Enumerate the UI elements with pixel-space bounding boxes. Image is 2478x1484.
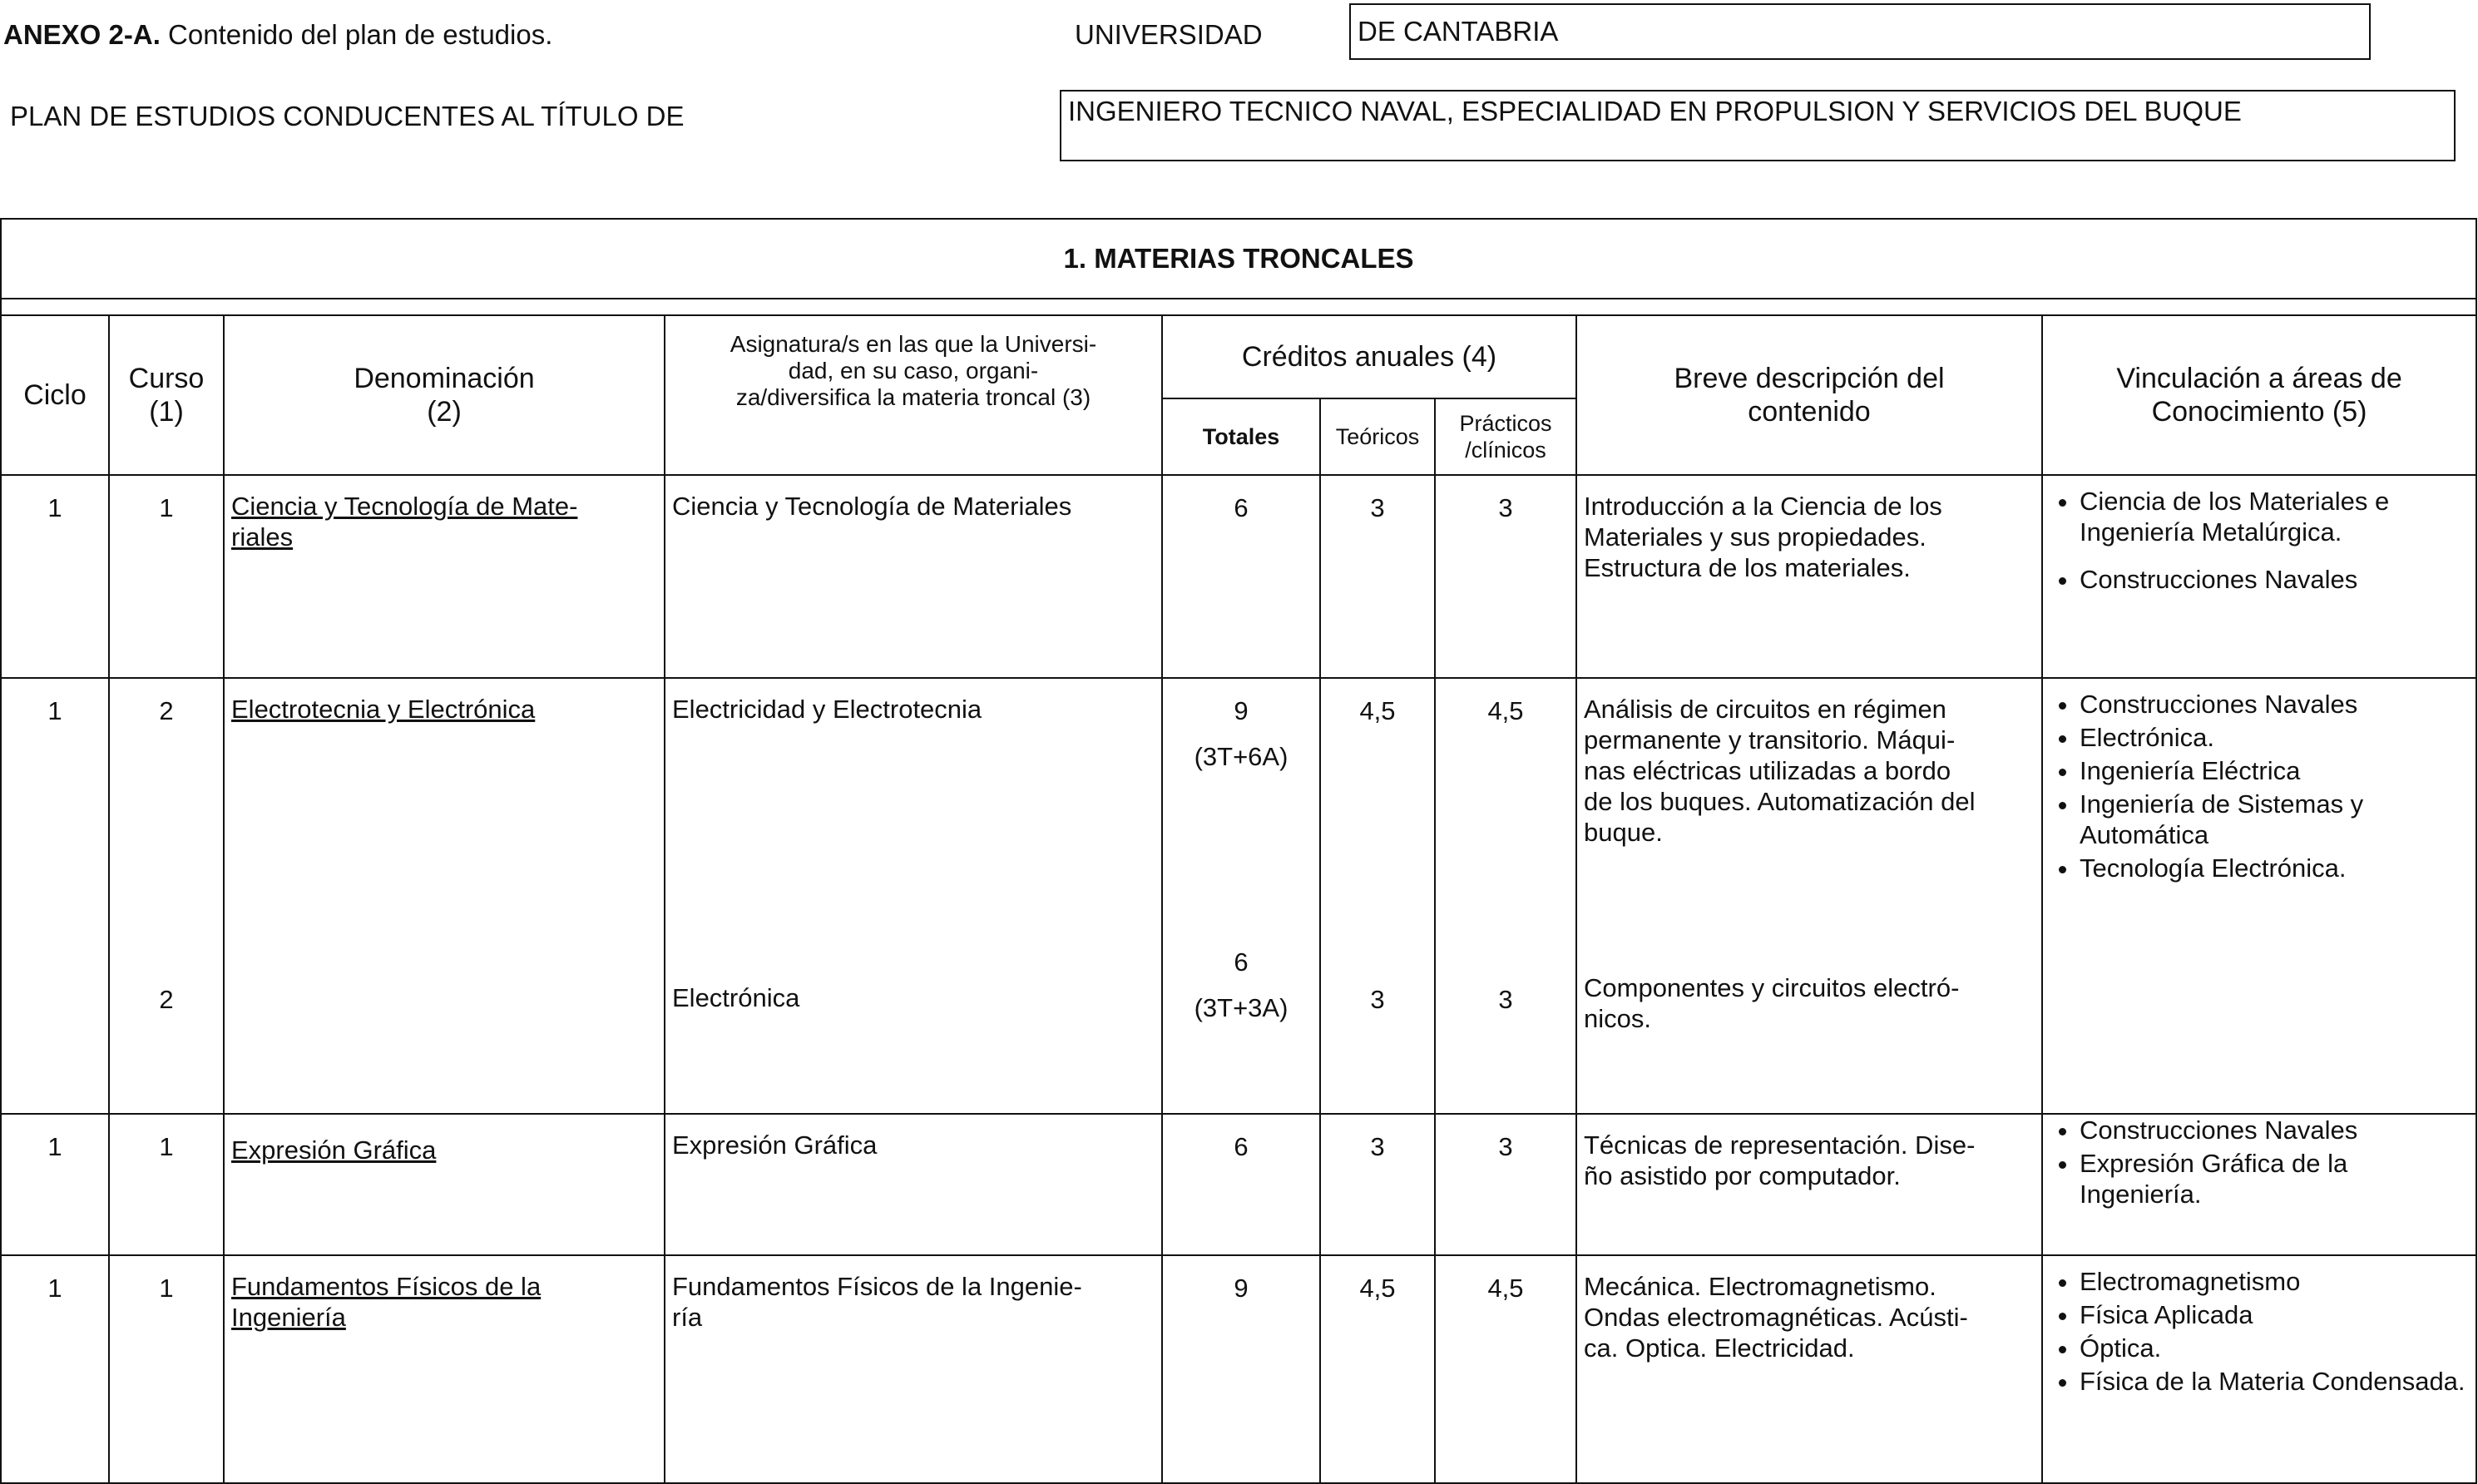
col-totales: Totales — [1162, 398, 1320, 475]
denominacion-value: Ciencia y Tecnología de Mate- riales — [224, 475, 665, 678]
practicos-value: 3 — [1435, 475, 1576, 678]
denominacion-value: Fundamentos Físicos de la Ingeniería — [224, 1255, 665, 1483]
list-item: • Ingeniería Eléctrica — [2080, 755, 2472, 786]
list-item: • Construcciones Navales — [2080, 1115, 2472, 1145]
practicos-value: 4,5 — [1435, 1255, 1576, 1483]
table-row — [1, 1114, 2476, 1255]
teoricos-value: 3 — [1320, 475, 1435, 678]
list-item: • Construcciones Navales — [2080, 564, 2472, 595]
curso-value: 1 — [109, 1255, 224, 1483]
descripcion-value: Mecánica. Electromagnetismo. Ondas electromagnéticas. Acústi- ca. Optica. Electricidad. — [1576, 1255, 2042, 1483]
asignatura-value: Expresión Gráfica — [665, 1114, 1162, 1255]
plan-label: PLAN DE ESTUDIOS CONDUCENTES AL TÍTULO DE — [10, 101, 685, 131]
denominacion-value: Expresión Gráfica — [224, 1114, 665, 1255]
table-row — [1, 475, 2476, 678]
list-item: • Física Aplicada — [2080, 1299, 2472, 1330]
list-item: • Construcciones Navales — [2080, 689, 2472, 720]
areas-value — [2042, 678, 2476, 1114]
col-descripcion: Breve descripción del contenido — [1576, 315, 2042, 475]
teoricos-value: 4,5 3 — [1320, 678, 1435, 1114]
list-item: • Óptica. — [2080, 1333, 2472, 1363]
list-item: • Ingeniería de Sistemas y Automática — [2080, 789, 2472, 850]
col-curso: Curso (1) — [109, 315, 224, 475]
col-denominacion: Denominación (2) — [224, 315, 665, 475]
col-asignatura: Asignatura/s en las que la Universi- dad, en su caso, organi- za/diversifica la materia troncal (3) — [665, 315, 1162, 475]
list-item: • Electromagnetismo — [2080, 1266, 2472, 1297]
teoricos-value: 3 — [1320, 1114, 1435, 1255]
curso-value: 1 — [109, 1114, 224, 1255]
university-value: DE CANTABRIA — [1358, 16, 1559, 47]
annex-label: ANEXO 2-A. — [3, 19, 161, 50]
degree-field — [1060, 90, 2456, 161]
list-item: • Electrónica. — [2080, 722, 2472, 753]
descripcion-value: Introducción a la Ciencia de los Materiales y sus propiedades. Estructura de los materiales. — [1576, 475, 2042, 678]
descripcion-value: Análisis de circuitos en régimen permanente y transitorio. Máqui- nas eléctricas utilizadas a bordo de los buques. Automatización del buque. Componentes y circuitos electró- nicos. — [1576, 678, 2042, 1114]
list-item: • Tecnología Electrónica. — [2080, 853, 2472, 883]
asignatura-value: Electricidad y Electrotecnia Electrónica — [665, 678, 1162, 1114]
areas-value — [2042, 1255, 2476, 1483]
col-ciclo: Ciclo — [1, 315, 109, 475]
denominacion-value: Electrotecnia y Electrónica — [224, 678, 665, 1114]
totales-value: 9 (3T+6A) 6 (3T+3A) — [1162, 678, 1320, 1114]
totales-value: 6 — [1162, 1114, 1320, 1255]
list-item: • Expresión Gráfica de la Ingeniería. — [2080, 1148, 2472, 1209]
curso-value: 2 2 — [109, 678, 224, 1114]
table-row — [1, 1255, 2476, 1483]
practicos-value: 3 — [1435, 1114, 1576, 1255]
areas-value — [2042, 1114, 2476, 1255]
asignatura-value: Fundamentos Físicos de la Ingenie- ría — [665, 1255, 1162, 1483]
totales-value: 9 — [1162, 1255, 1320, 1483]
col-creditos: Créditos anuales (4) — [1162, 315, 1576, 398]
materias-troncales-table — [0, 218, 2477, 1484]
table-row — [1, 678, 2476, 1114]
ciclo-value: 1 — [1, 678, 109, 1114]
col-vinculacion: Vinculación a áreas de Conocimiento (5) — [2042, 315, 2476, 475]
list-item: • Ciencia de los Materiales e Ingeniería Metalúrgica. — [2080, 486, 2472, 547]
col-practicos: Prácticos /clínicos — [1435, 398, 1576, 475]
totales-value: 6 — [1162, 475, 1320, 678]
ciclo-value: 1 — [1, 1114, 109, 1255]
areas-value — [2042, 475, 2476, 678]
university-field — [1349, 3, 2371, 60]
teoricos-value: 4,5 — [1320, 1255, 1435, 1483]
practicos-value: 4,5 3 — [1435, 678, 1576, 1114]
descripcion-value: Técnicas de representación. Dise- ño asistido por computador. — [1576, 1114, 2042, 1255]
list-item: • Física de la Materia Condensada. — [2080, 1366, 2472, 1397]
asignatura-value: Ciencia y Tecnología de Materiales — [665, 475, 1162, 678]
table-title: 1. MATERIAS TRONCALES — [1, 219, 2476, 299]
degree-value: INGENIERO TECNICO NAVAL, ESPECIALIDAD EN PROPULSION Y SERVICIOS DEL BUQUE — [1068, 96, 2242, 126]
annex-text: Contenido del plan de estudios. — [168, 19, 553, 50]
university-label: UNIVERSIDAD — [1075, 19, 1263, 50]
col-teoricos: Teóricos — [1320, 398, 1435, 475]
curso-value: 1 — [109, 475, 224, 678]
annex-heading — [3, 18, 552, 52]
ciclo-value: 1 — [1, 1255, 109, 1483]
ciclo-value: 1 — [1, 475, 109, 678]
